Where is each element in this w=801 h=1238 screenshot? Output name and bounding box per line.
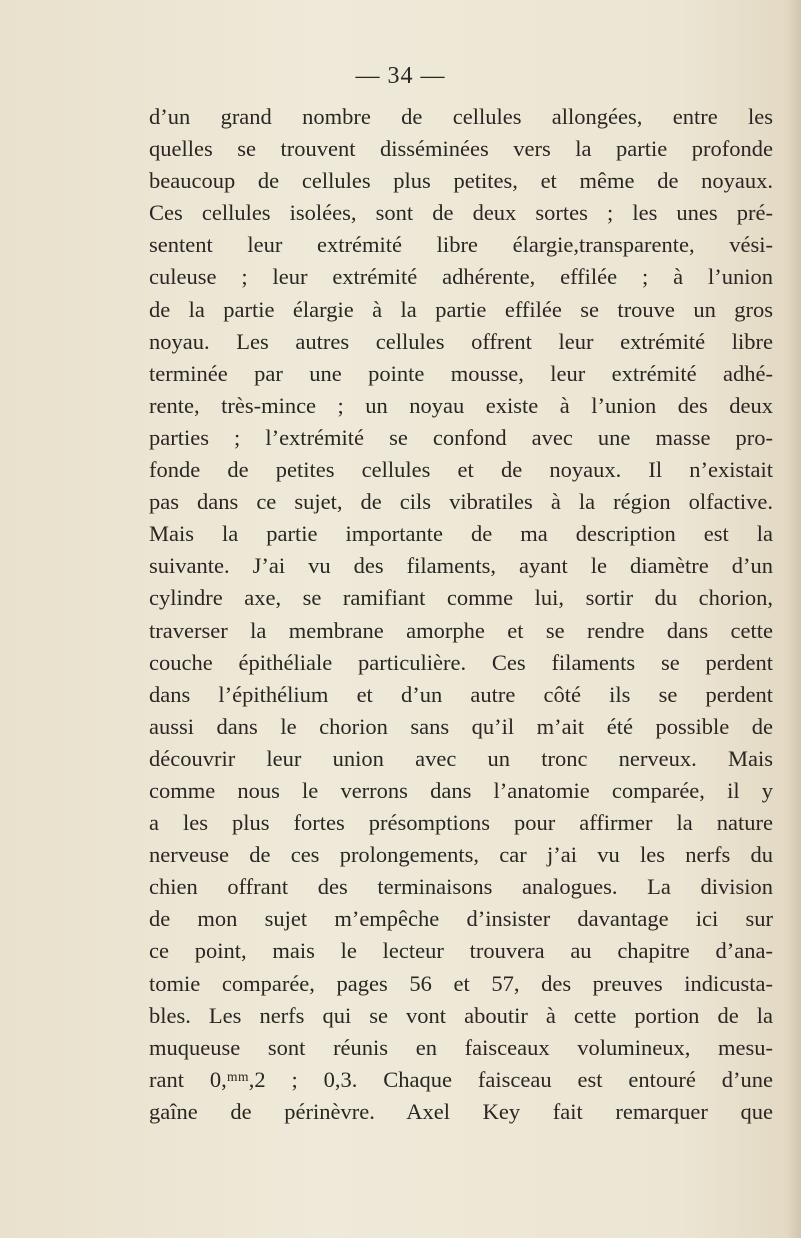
text-line: beaucoup de cellules plus petites, et même de noyaux. — [149, 168, 773, 194]
text-line: suivante. J’ai vu des filaments, ayant le diamètre d’un — [149, 553, 773, 579]
text-line: comme nous le verrons dans l’anatomie comparée, il y — [149, 777, 773, 803]
text-line: ce point, mais le lecteur trouvera au chapitre d’ana- — [149, 938, 773, 964]
text-line: a les plus fortes présomptions pour affirmer la nature — [149, 810, 773, 836]
text-line: pas dans ce sujet, de cils vibratiles à la région olfactive. — [149, 489, 773, 515]
text-line: culeuse ; leur extrémité adhérente, effilée ; à l’union — [149, 264, 773, 290]
page-number: — 34 — — [355, 63, 446, 89]
text-line: d’un grand nombre de cellules allongées, entre les — [149, 104, 773, 129]
text-line: quelles se trouvent disséminées vers la partie profonde — [149, 136, 773, 162]
text-line: muqueuse sont réunis en faisceaux volumineux, mesu- — [149, 1034, 773, 1060]
text-line: sentent leur extrémité libre élargie,transparente, vési- — [149, 232, 773, 258]
body-text — [149, 101, 773, 1128]
text-line: terminée par une pointe mousse, leur extrémité adhé- — [149, 360, 773, 386]
text-line: de la partie élargie à la partie effilée se trouve un gros — [149, 296, 773, 322]
text-line: gaîne de périnèvre. Axel Key fait remarquer que — [149, 1098, 773, 1124]
text-line: bles. Les nerfs qui se vont aboutir à cette portion de la — [149, 1002, 773, 1028]
text-line: noyau. Les autres cellules offrent leur extrémité libre — [149, 328, 773, 354]
text-line: rente, très-mince ; un noyau existe à l’union des deux — [149, 392, 773, 418]
text-line: dans l’épithélium et d’un autre côté ils se perdent — [149, 681, 773, 707]
text-line: parties ; l’extrémité se confond avec une masse pro- — [149, 424, 773, 450]
text-line: Mais la partie importante de ma description est la — [149, 521, 773, 547]
text-line: rant 0,ᵐᵐ,2 ; 0,3. Chaque faisceau est entouré d’une — [149, 1066, 773, 1092]
page-edge-shadow — [787, 0, 801, 1238]
text-line: tomie comparée, pages 56 et 57, des preuves indicusta- — [149, 970, 773, 996]
text-line: couche épithéliale particulière. Ces filaments se perdent — [149, 649, 773, 675]
text-line: cylindre axe, se ramifiant comme lui, sortir du chorion, — [149, 585, 773, 611]
text-line: traverser la membrane amorphe et se rendre dans cette — [149, 617, 773, 643]
text-line: découvrir leur union avec un tronc nerveux. Mais — [149, 745, 773, 771]
text-line: de mon sujet m’empêche d’insister davantage ici sur — [149, 906, 773, 932]
text-line: fonde de petites cellules et de noyaux. Il n’existait — [149, 457, 773, 483]
text-line: chien offrant des terminaisons analogues. La division — [149, 874, 773, 900]
text-line: aussi dans le chorion sans qu’il m’ait été possible de — [149, 713, 773, 739]
text-line: nerveuse de ces prolongements, car j’ai vu les nerfs du — [149, 842, 773, 868]
text-line: Ces cellules isolées, sont de deux sortes ; les unes pré- — [149, 200, 773, 226]
